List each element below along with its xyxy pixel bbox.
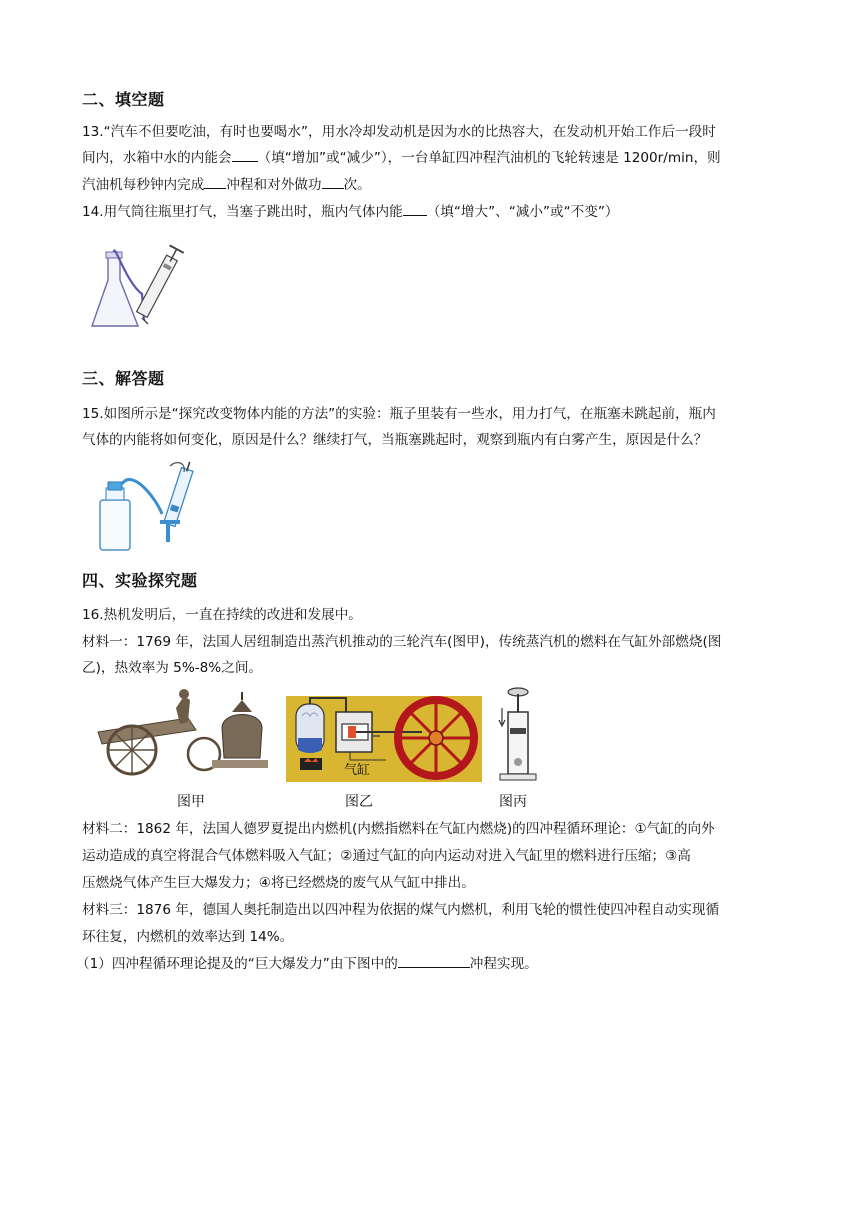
answer-blank[interactable] — [403, 201, 427, 216]
q15-line1: 15.如图所示是“探究改变物体内能的方法”的实验：瓶子里装有一些水，用力打气，在瓶塞未跳起前，瓶内 — [82, 406, 716, 422]
figure-label-jia: 图甲 — [177, 794, 205, 810]
answer-blank[interactable] — [232, 147, 258, 162]
q16-material1-line1: 材料一：1769 年，法国人居纽制造出蒸汽机推动的三轮汽车(图甲)，传统蒸汽机的燃料在气缸外部燃烧(图 — [82, 634, 722, 650]
q13-line2: 间内，水箱中水的内能会 （填“增加”或“减少”），一台单缸四冲程汽油机的飞轮转速是 1200r/min，则 — [82, 147, 782, 169]
q13-line3: 汽油机每秒钟内完成 冲程和对外做功 次。 — [82, 174, 782, 196]
q16-subquestion-1: （1）四冲程循环理论提及的“巨大爆发力”由下图中的 冲程实现。 — [76, 953, 776, 975]
answer-blank[interactable] — [204, 174, 226, 189]
q16-material3-line2: 环往复，内燃机的效率达到 14%。 — [82, 929, 294, 945]
q16-intro: 16.热机发明后，一直在持续的改进和发展中。 — [82, 607, 362, 623]
cylinder-label: 气缸 — [344, 763, 371, 778]
q16-material2-line1: 材料二：1862 年，法国人德罗夏提出内燃机(内燃指燃料在气缸内燃烧)的四冲程循环理论：①气缸的向外 — [82, 821, 715, 837]
q14-text: 14.用气筒往瓶里打气，当塞子跳出时，瓶内气体内能 （填“增大”、“减小”或“不变”） — [82, 201, 782, 223]
answer-blank[interactable] — [398, 953, 470, 968]
section-heading-experiment: 四、实验探究题 — [82, 571, 198, 590]
q16-material2-line3: 压燃烧气体产生巨大爆发力；④将已经燃烧的废气从气缸中排出。 — [82, 875, 475, 891]
q13-line1: 13.“汽车不但要吃油，有时也要喝水”，用水冷却发动机是因为水的比热容大，在发动机开始工作后一段时 — [82, 124, 716, 140]
section-heading-fill-blank: 二、填空题 — [82, 90, 165, 109]
answer-blank[interactable] — [322, 174, 344, 189]
flask-pump-figure — [86, 244, 186, 340]
q16-material2-line2: 运动造成的真空将混合气体燃料吸入气缸；②通过气缸的向内运动对进入气缸里的燃料进行压缩；③高 — [82, 848, 691, 864]
q16-material3-line1: 材料三：1876 年，德国人奥托制造出以四冲程为依据的煤气内燃机，利用飞轮的惯性使四冲程自动实现循 — [82, 902, 720, 918]
section-heading-answer: 三、解答题 — [82, 369, 165, 388]
figure-label-yi: 图乙 — [345, 794, 373, 810]
bottle-pump-figure — [90, 458, 210, 558]
figure-label-bing: 图丙 — [499, 794, 527, 810]
steam-engine-diagram — [286, 696, 482, 782]
steam-tricycle-figure — [92, 688, 272, 780]
q16-material1-line2: 乙)，热效率为 5%-8%之间。 — [82, 660, 263, 676]
q15-line2: 气体的内能将如何变化，原因是什么？继续打气，当瓶塞跳起时，观察到瓶内有白雾产生，原因是什么？ — [82, 432, 708, 448]
compression-cylinder-figure — [498, 686, 538, 782]
